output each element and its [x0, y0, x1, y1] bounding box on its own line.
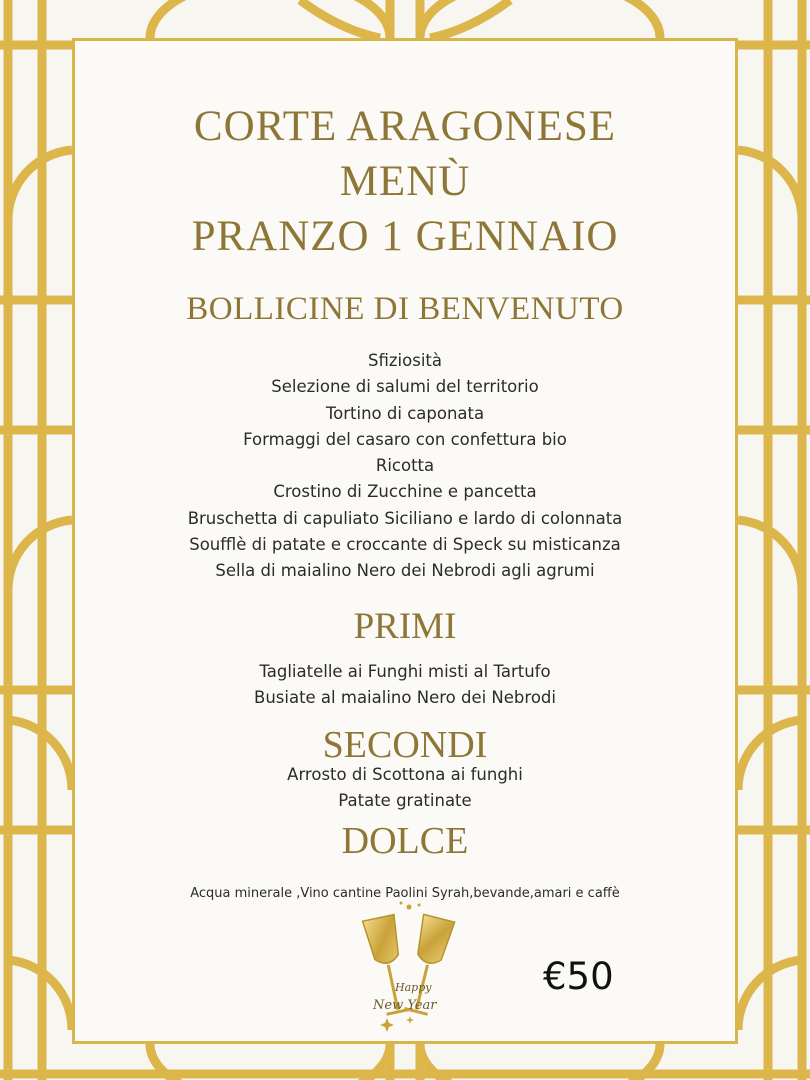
primi-list — [75, 659, 735, 712]
logo-text-happy: Happy — [395, 981, 432, 994]
section-title-dolce: DOLCE — [341, 820, 469, 862]
list-item: Busiate al maialino Nero dei Nebrodi — [254, 688, 556, 708]
list-item: Soufflè di patate e croccante di Speck su misticanza — [189, 535, 621, 555]
list-item: Patate gratinate — [338, 791, 472, 811]
list-item: Formaggi del casaro con confettura bio — [243, 429, 567, 449]
secondi-list — [75, 762, 735, 815]
list-item: Tortino di caponata — [325, 403, 485, 423]
section-title-primi: PRIMI — [353, 606, 457, 647]
menu-title — [75, 99, 735, 264]
logo-text-new-year: New Year — [373, 998, 437, 1013]
list-item: Selezione di salumi del territorio — [271, 377, 539, 397]
list-item: Tagliatelle ai Funghi misti al Tartufo — [259, 662, 551, 681]
drinks-line: Acqua minerale ,Vino cantine Paolini Syrah,bevande,amari e caffè — [190, 886, 620, 901]
list-item: Arrosto di Scottona ai funghi — [287, 765, 523, 784]
price: €50 — [543, 955, 614, 998]
list-item: Ricotta — [375, 456, 435, 476]
list-item: Crostino di Zucchine e pancetta — [273, 482, 537, 502]
section-title-bollicine: BOLLICINE DI BENVENUTO — [186, 291, 624, 327]
list-item: Sella di maialino Nero dei Nebrodi agli agrumi — [215, 561, 595, 581]
champagne-glasses-icon — [337, 899, 477, 1034]
menu-card — [72, 38, 738, 1044]
antipasti-list — [75, 348, 735, 585]
title-line-restaurant: CORTE ARAGONESE — [193, 103, 617, 150]
list-item: Bruschetta di capuliato Siciliano e lardo di colonnata — [187, 508, 623, 528]
title-line-menu: MENÙ — [339, 158, 471, 205]
title-line-date: PRANZO 1 GENNAIO — [191, 213, 619, 260]
list-item: Sfiziosità — [368, 351, 442, 370]
section-title-secondi: SECONDI — [322, 724, 488, 766]
